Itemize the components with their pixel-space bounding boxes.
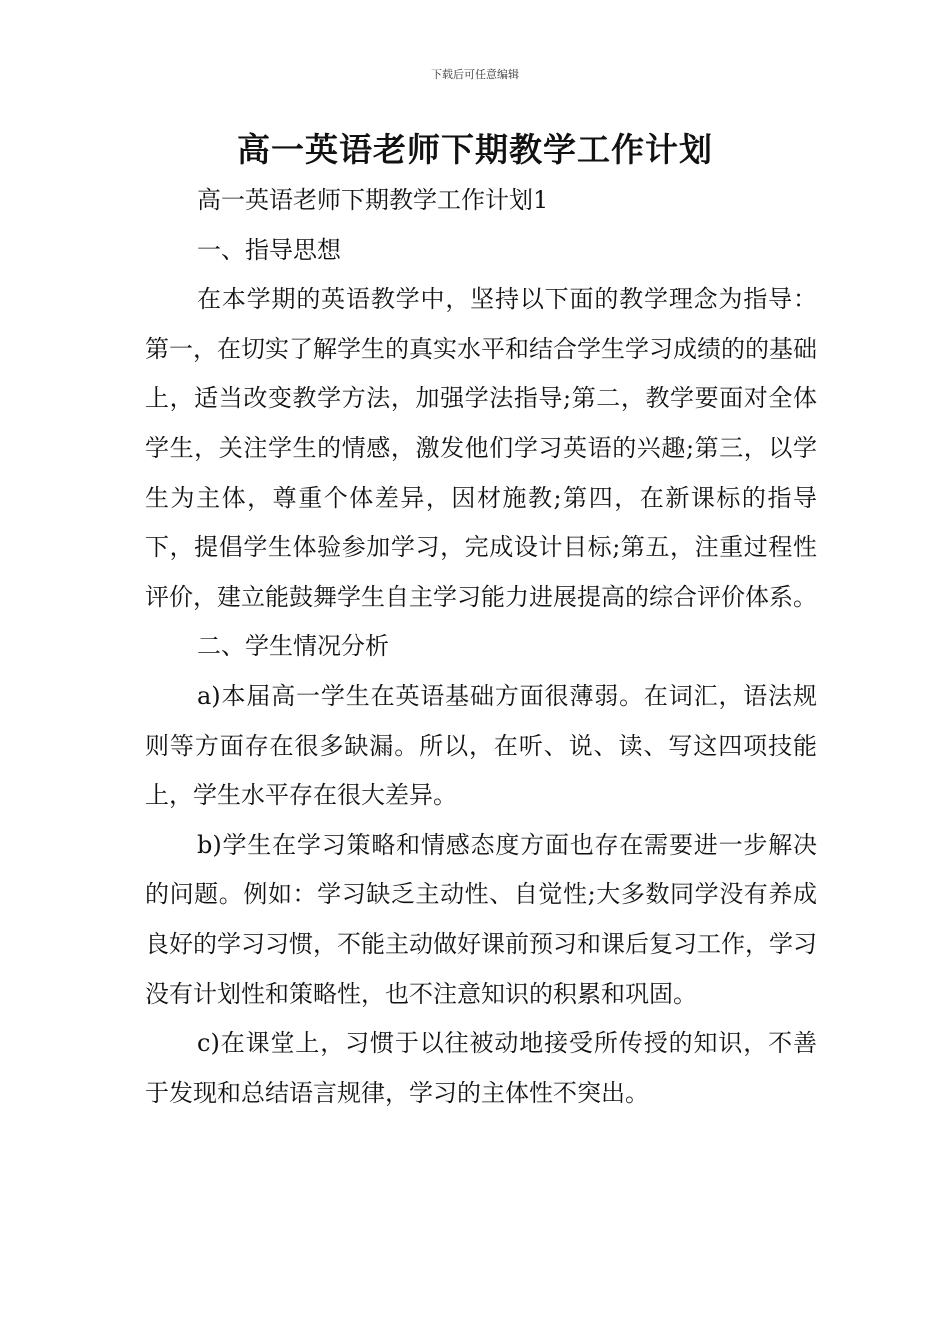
document-body [145, 176, 817, 1118]
section-heading-plan-1: 高一英语老师下期教学工作计划1 [197, 186, 549, 214]
paragraph-guiding-ideology: 在本学期的英语教学中，坚持以下面的教学理念为指导：第一，在切实了解学生的真实水平和结合学生学习成绩的的基础上，适当改变教学方法，加强学法指导;第二，教学要面对全体学生，关注学生的情感，激发他们学习英语的兴趣;第三，以学生为主体，尊重个体差异，因材施教;第四，在新课标的指导下，提倡学生体验参加学习，完成设计目标;第五，注重过程性评价，建立能鼓舞学生自主学习能力进展提高的综合评价体系。 [145, 285, 817, 611]
paragraph-analysis-b: b)学生在学习策略和情感态度方面也存在需要进一步解决的问题。例如：学习缺乏主动性、自觉性;大多数同学没有养成良好的学习习惯，不能主动做好课前预习和课后复习工作，学习没有计划性和策略性，也不注意知识的积累和巩固。 [145, 830, 817, 1008]
document-title: 高一英语老师下期教学工作计划 [237, 130, 713, 169]
paragraph-analysis-c: c)在课堂上，习惯于以往被动地接受所传授的知识，不善于发现和总结语言规律，学习的主体性不突出。 [145, 1029, 817, 1107]
paragraph-analysis-a: a)本届高一学生在英语基础方面很薄弱。在词汇，语法规则等方面存在很多缺漏。所以，在听、说、读、写这四项技能上，学生水平存在很大差异。 [145, 681, 817, 810]
section-heading-guiding-ideology: 一、指导思想 [197, 235, 341, 264]
section-heading-student-analysis: 二、学生情况分析 [197, 632, 389, 661]
header-note: 下载后可任意编辑 [431, 68, 519, 81]
